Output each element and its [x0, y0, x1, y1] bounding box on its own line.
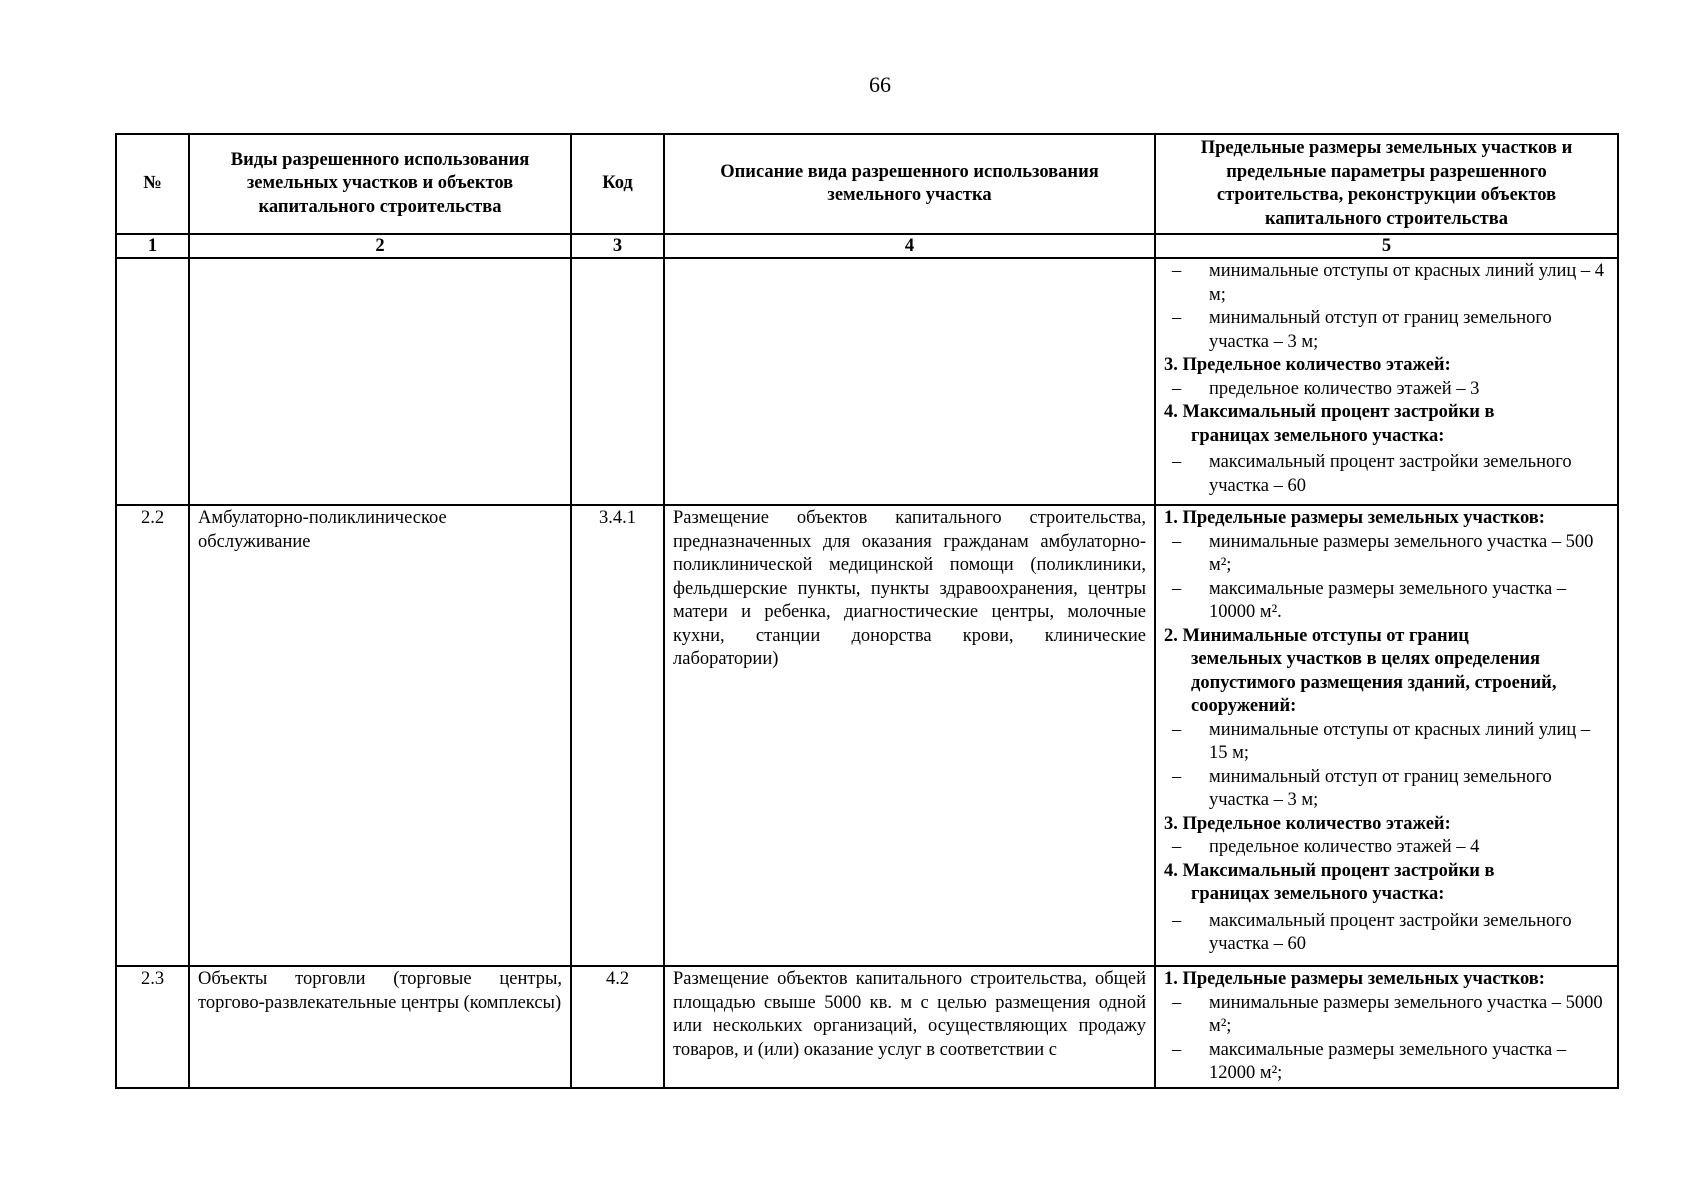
description-cell: Размещение объектов капитального строительства, предназначенных для оказания гражданам амбулаторно-поликлинической медицинской помощи (поликлиники, фельдшерские пункты, пункты здравоохранения, центры матери и ребенка, диагностические центры, молочные кухни, станции донорства крови, клинические лаборатории) [664, 505, 1155, 966]
code-cell: 3.4.1 [571, 505, 664, 966]
description-cell: Размещение объектов капитального строительства, общей площадью свыше 5000 кв. м с целью размещения одной или нескольких организаций, осуществляющих продажу товаров, и (или) оказание услуг в соответствии с [664, 966, 1155, 1088]
header-parameters: Предельные размеры земельных участков и предельные параметры разрешенного строительства, реконструкции объектов капитального строительства [1155, 134, 1618, 234]
description-cell [664, 258, 1155, 505]
dash-marker: – [1172, 578, 1182, 599]
column-number: 2 [189, 234, 571, 258]
row-number-cell [116, 258, 189, 505]
column-number: 1 [116, 234, 189, 258]
list-item: – минимальный отступ от границ земельного участка – 3 м; [1172, 308, 1552, 352]
dash-marker: – [1172, 308, 1182, 328]
column-number: 3 [571, 234, 664, 258]
code-cell [571, 258, 664, 505]
list-item: – минимальные отступы от красных линий улиц – 15 м; [1172, 719, 1591, 763]
use-type-cell: Амбулаторно-поликлиническое обслуживание [189, 505, 571, 966]
dash-marker: – [1172, 992, 1182, 1013]
table-row-continued [116, 258, 1618, 505]
column-number: 5 [1155, 234, 1618, 258]
section-heading: 3. Предельное количество этажей: [1164, 355, 1451, 375]
table-row [116, 505, 1618, 966]
table-row [116, 966, 1618, 1088]
header-use-types: Виды разрешенного использования земельных участков и объектов капитального строительства [189, 134, 571, 234]
row-number-cell: 2.3 [116, 966, 189, 1088]
column-number: 4 [664, 234, 1155, 258]
zoning-table [115, 133, 1619, 1089]
list-item: – предельное количество этажей – 4 [1164, 836, 1609, 860]
list-item: – предельное количество этажей – 3 [1164, 378, 1609, 402]
section-heading: 2. Минимальные отступы от границ [1164, 625, 1469, 646]
dash-marker: – [1172, 452, 1182, 472]
section-heading: 1. Предельные размеры земельных участков: [1164, 508, 1545, 528]
dash-marker: – [1172, 1039, 1182, 1060]
dash-marker: – [1172, 719, 1182, 740]
header-description: Описание вида разрешенного использования земельного участка [664, 134, 1155, 234]
use-type-cell: Объекты торговли (торговые центры, торгово-развлекательные центры (комплексы) [189, 966, 571, 1088]
list-item: – минимальные размеры земельного участка – 500 м²; [1172, 531, 1594, 575]
list-item: – минимальные размеры земельного участка – 5000 м²; [1172, 992, 1603, 1036]
header-number: № [116, 134, 189, 234]
section-heading-continued: границах земельного участка: [1191, 425, 1445, 446]
list-item: – минимальный отступ от границ земельного участка – 3 м; [1172, 766, 1552, 810]
header-code: Код [571, 134, 664, 234]
section-heading-continued: земельных участков в целях определения допустимого размещения зданий, строений, сооружений: [1191, 649, 1557, 716]
section-heading-continued: границах земельного участка: [1191, 884, 1445, 904]
list-item: – максимальный процент застройки земельного участка – 60 [1172, 452, 1572, 496]
list-item: – максимальные размеры земельного участка – 10000 м². [1172, 578, 1567, 622]
list-item: – минимальные отступы от красных линий улиц – 4 м; [1172, 261, 1605, 305]
section-heading: 4. Максимальный процент застройки в [1164, 402, 1495, 422]
list-item: – максимальный процент застройки земельного участка – 60 [1172, 910, 1572, 954]
section-heading: 4. Максимальный процент застройки в [1164, 860, 1495, 881]
parameters-cell [1155, 258, 1618, 505]
parameters-cell [1155, 966, 1618, 1088]
dash-marker: – [1172, 531, 1182, 552]
dash-marker: – [1172, 837, 1182, 857]
dash-marker: – [1172, 910, 1182, 931]
dash-marker: – [1172, 378, 1182, 399]
use-type-cell [189, 258, 571, 505]
parameters-cell [1155, 505, 1618, 966]
page-number: 66 [869, 72, 891, 97]
list-item: – максимальные размеры земельного участка – 12000 м²; [1172, 1039, 1567, 1083]
column-numbers-row [116, 234, 1618, 258]
header-row [116, 134, 1618, 234]
section-heading: 1. Предельные размеры земельных участков: [1164, 969, 1545, 989]
row-number-cell: 2.2 [116, 505, 189, 966]
code-cell: 4.2 [571, 966, 664, 1088]
section-heading: 3. Предельное количество этажей: [1164, 813, 1451, 834]
dash-marker: – [1172, 766, 1182, 787]
dash-marker: – [1172, 261, 1182, 281]
